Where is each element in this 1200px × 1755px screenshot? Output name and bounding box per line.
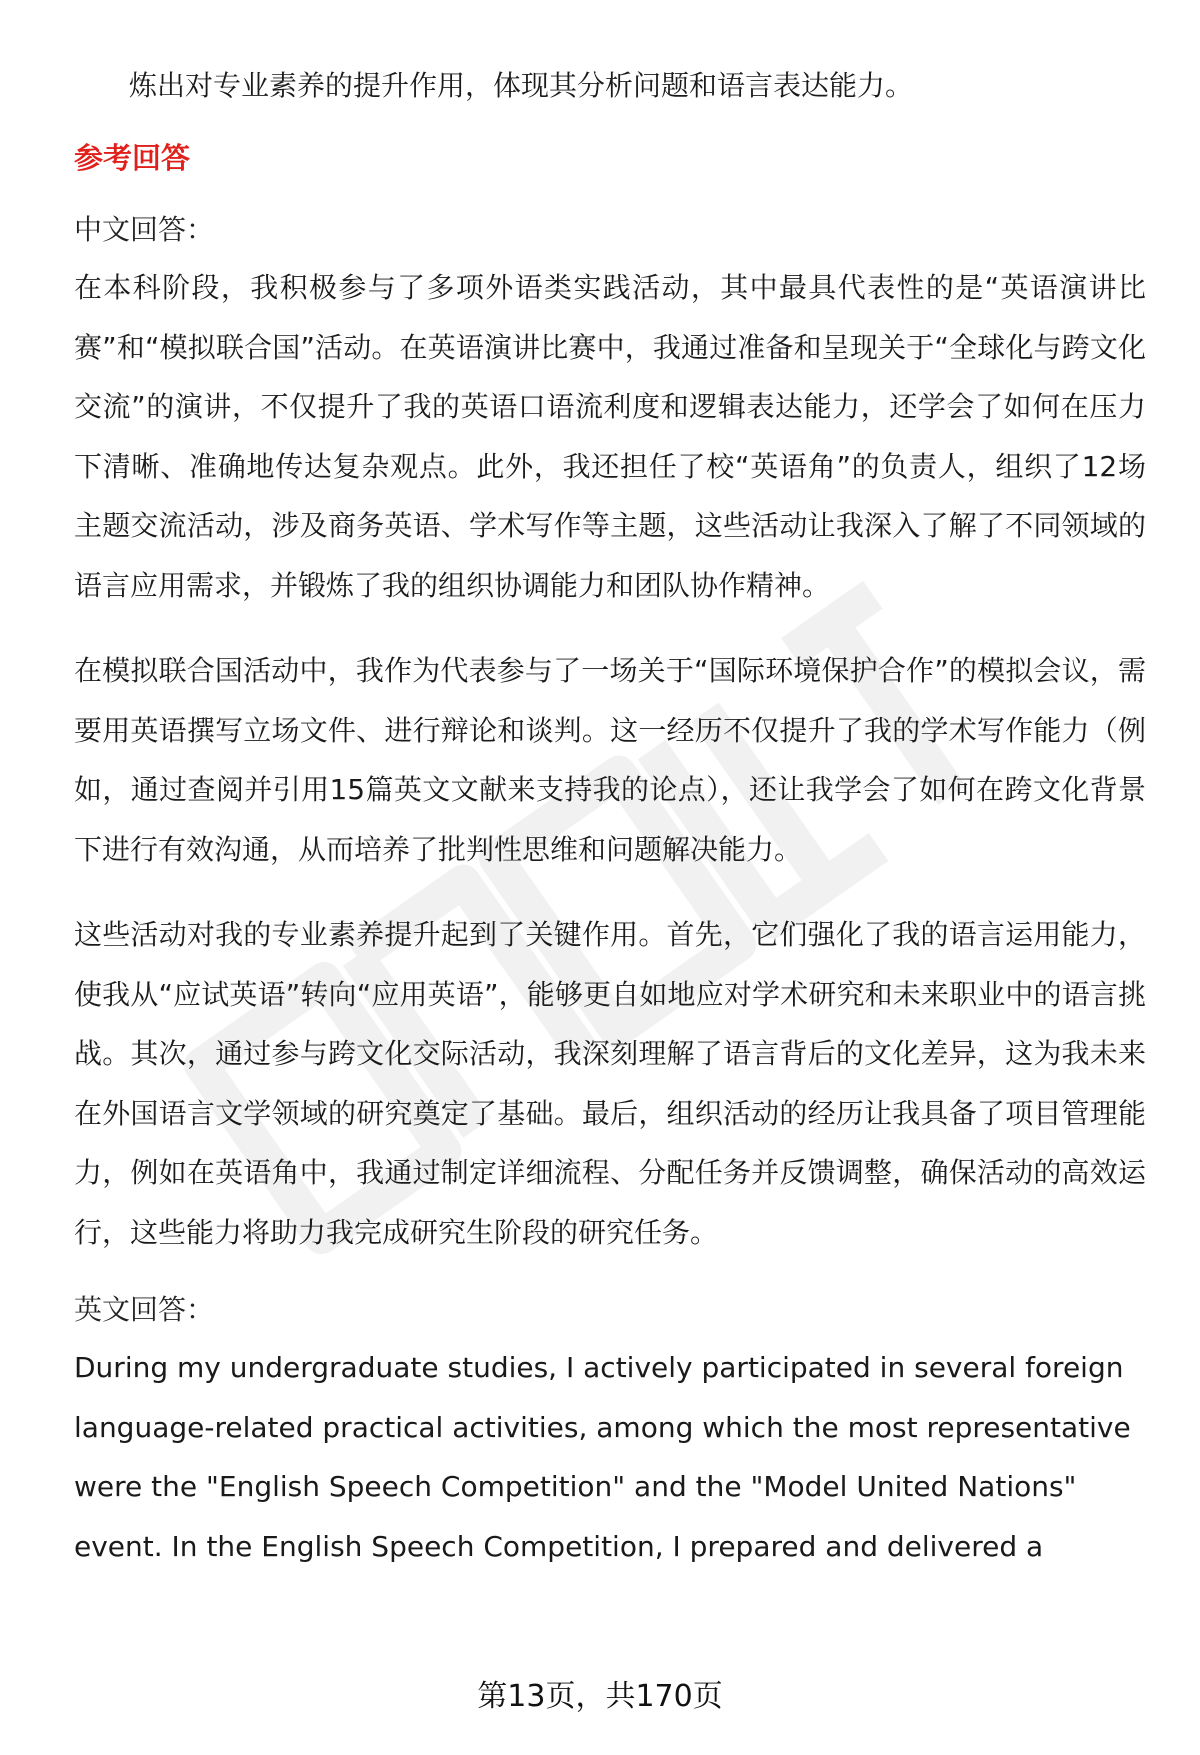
chinese-paragraph-3: 这些活动对我的专业素养提升起到了关键作用。首先，它们强化了我的语言运用能力，使我从“应试英语”转向“应用英语”，能够更自如地应对学术研究和未来职业中的语言挑战。其次，通过参与跨文化交际活动，我深刻理解了语言背后的文化差异，这为我未来在外国语言文学领域的研究奠定了基础。最后，组织活动的经历让我具备了项目管理能力，例如在英语角中，我通过制定详细流程、分配任务并反馈调整，确保活动的高效运行，这些能力将助力我完成研究生阶段的研究任务。 — [74, 918, 1146, 1249]
chinese-paragraph-2: 在模拟联合国活动中，我作为代表参与了一场关于“国际环境保护合作”的模拟会议，需要用英语撰写立场文件、进行辩论和谈判。这一经历不仅提升了我的学术写作能力（例如，通过查阅并引用15篇英文文献来支持我的论点），还让我学会了如何在跨文化背景下进行有效沟通，从而培养了批判性思维和问题解决能力。 — [74, 654, 1146, 866]
page-number-footer: 第13页，共170页 — [477, 1679, 723, 1714]
chinese-paragraph-1: 在本科阶段，我积极参与了多项外语类实践活动，其中最具代表性的是“英语演讲比赛”和“模拟联合国”活动。在英语演讲比赛中，我通过准备和呈现关于“全球化与跨文化交流”的演讲，不仅提升了我的英语口语流利度和逻辑表达能力，还学会了如何在压力下清晰、准确地传达复杂观点。此外，我还担任了校“英语角”的负责人，组织了12场主题交流活动，涉及商务英语、学术写作等主题，这些活动让我深入了解了不同领域的语言应用需求，并锻炼了我的组织协调能力和团队协作精神。 — [74, 271, 1146, 602]
english-answer-label: 英文回答： — [74, 1293, 215, 1326]
english-paragraph: During my undergraduate studies, I actively participated in several foreign language-related practical activities, among which the most representative were the "English Speech Competition" and the "Model United Nations" event. In the English Speech Competition, I prepared and delivered a — [74, 1351, 1131, 1563]
continuation-line: 炼出对专业素养的提升作用，体现其分析问题和语言表达能力。 — [129, 69, 914, 102]
chinese-answer-label: 中文回答： — [74, 213, 215, 246]
section-heading-reference-answer: 参考回答 — [74, 141, 191, 175]
document-body — [74, 58, 1146, 1576]
